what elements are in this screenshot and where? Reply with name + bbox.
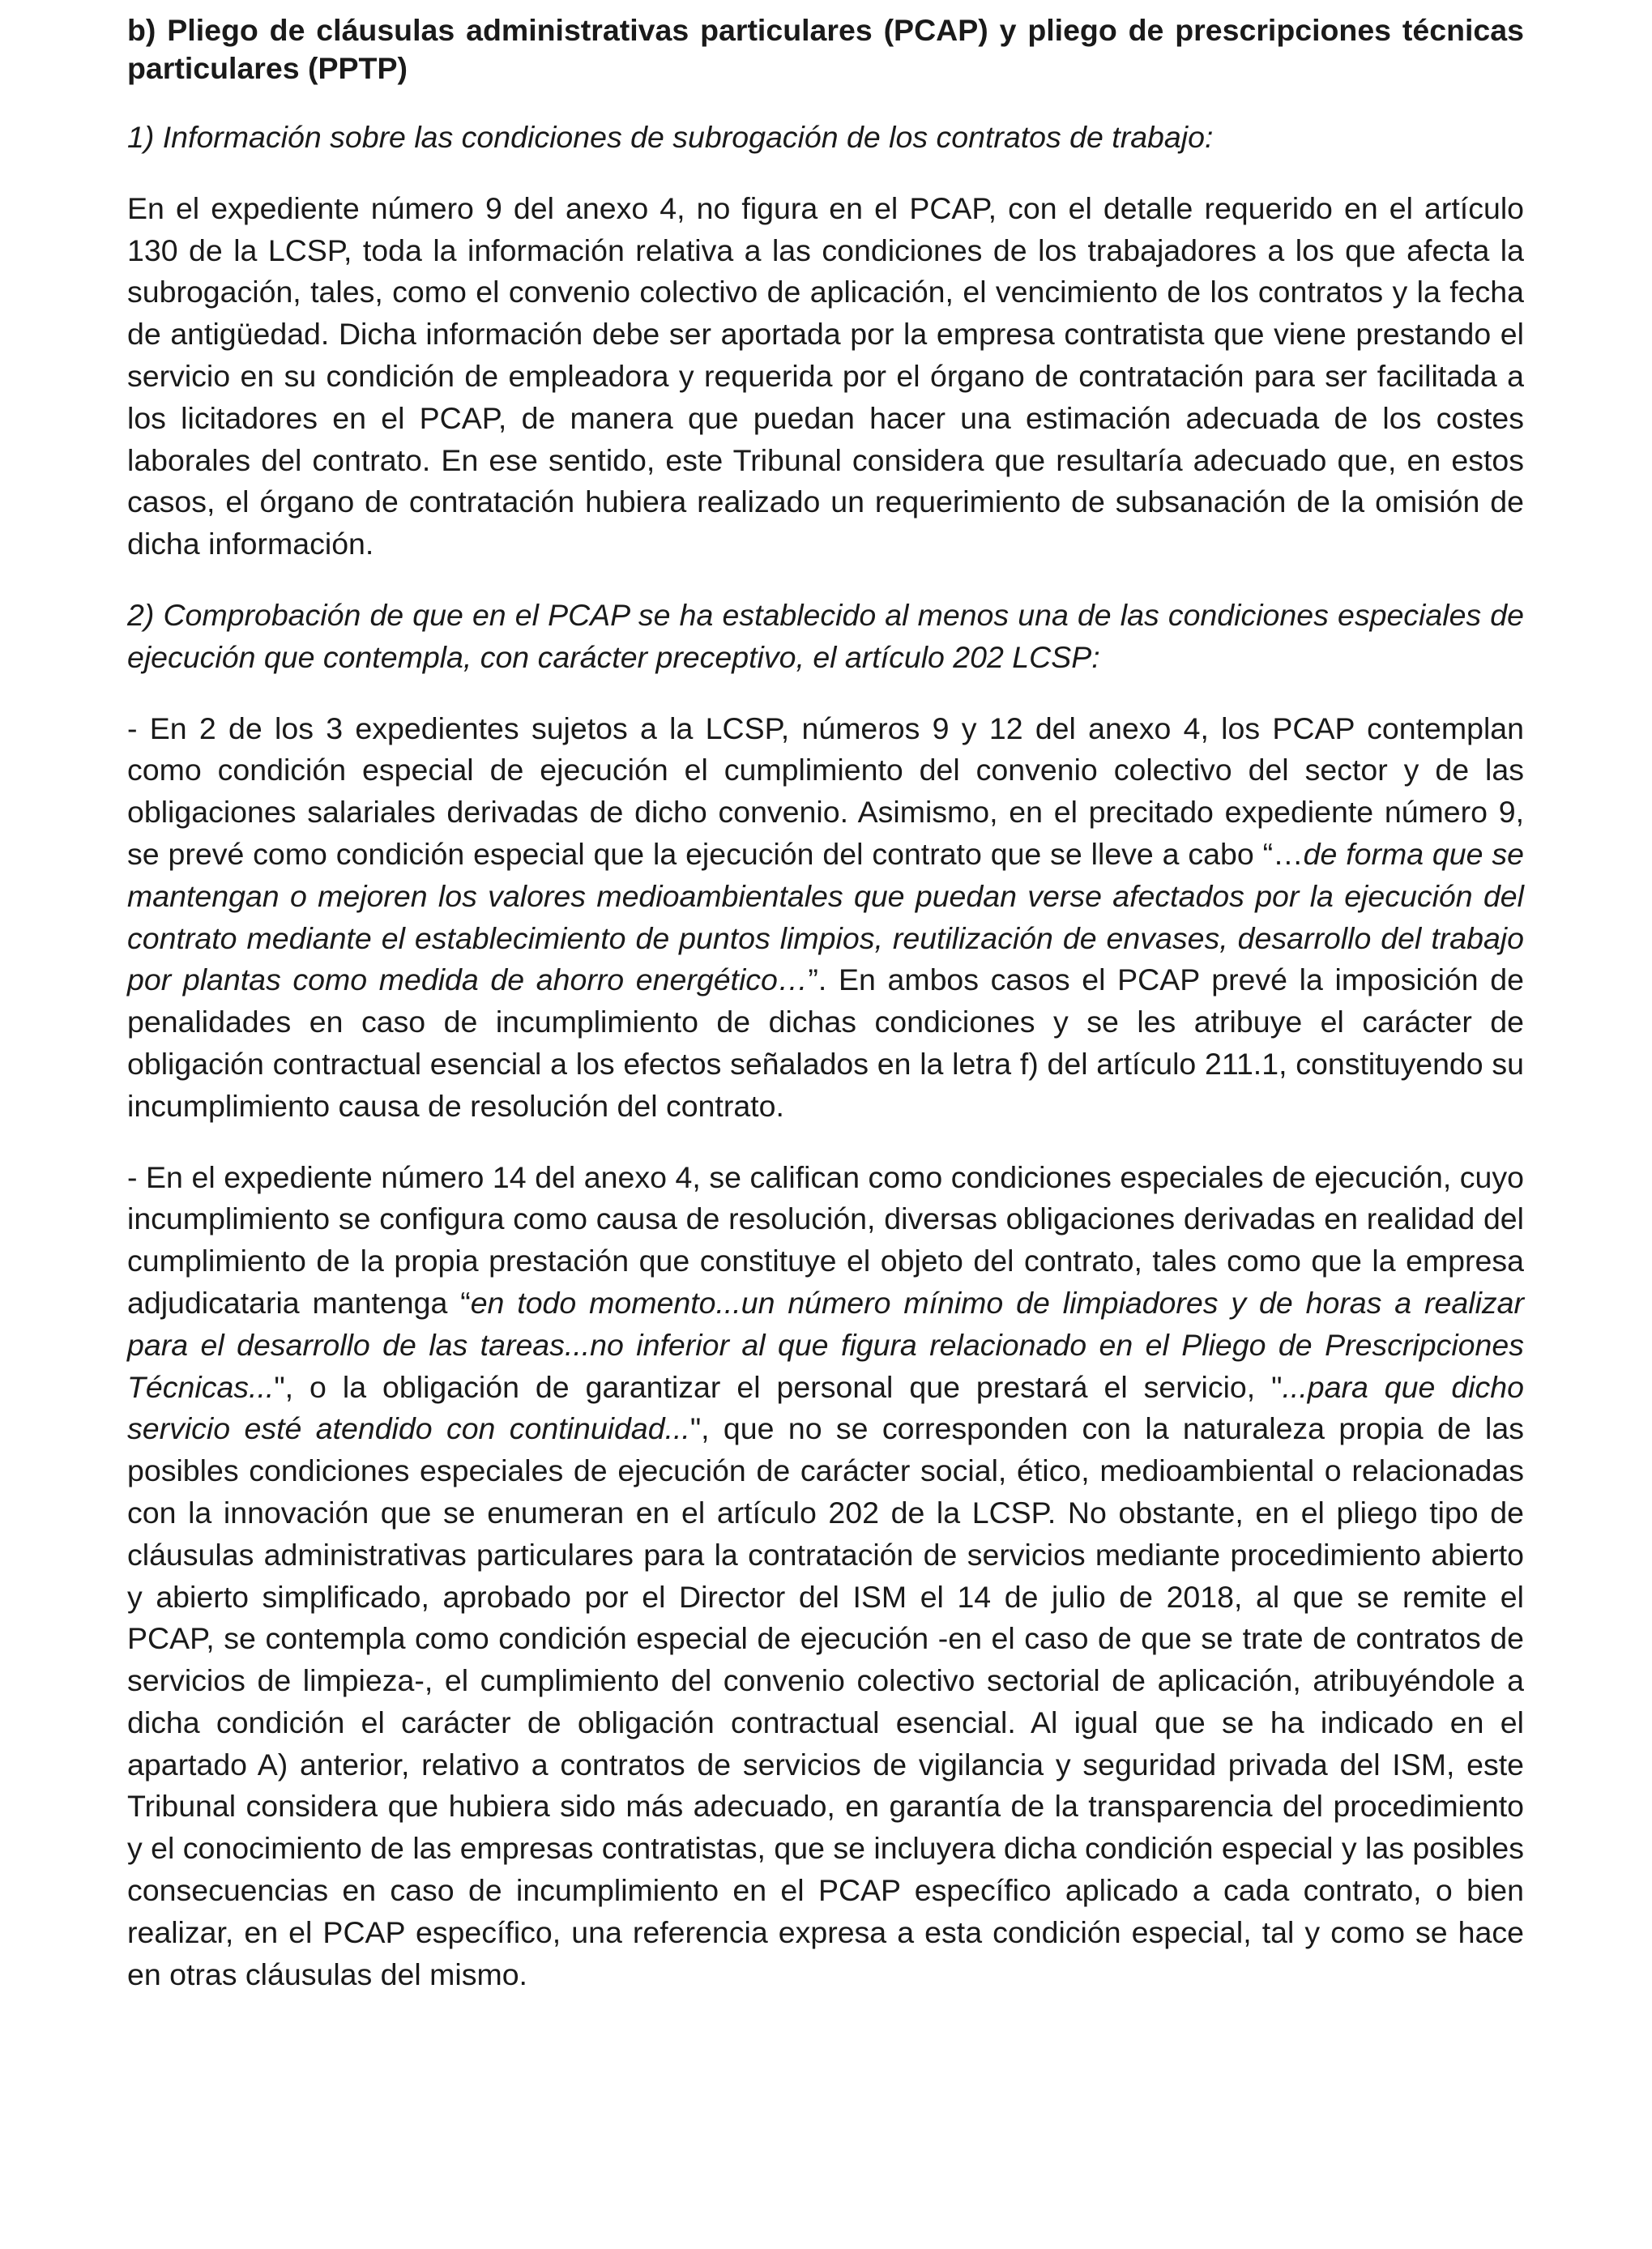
subsection-title-1: 1) Información sobre las condiciones de subrogación de los contratos de trabajo: [127, 120, 1214, 154]
paragraph-expedientes-9-12 [127, 708, 1524, 1128]
paragraph-expediente-14 [127, 1157, 1524, 1996]
text-run: - En el expediente número 14 del anexo 4, se califican como condiciones especiales de ejecución, cuyo incumplimiento se configura como causa de resolución, diversas obligaciones derivadas en realidad del cumplimiento de la propia prestación que constituye el objeto del contrato, tales como que la empresa adjudicataria mantenga “ [127, 1159, 1524, 1320]
paragraph-subrogacion: En el expediente número 9 del anexo 4, no figura en el PCAP, con el detalle requerido en el artículo 130 de la LCSP, toda la información relativa a las condiciones de los trabajadores a los que afecta la subrogación, tales, como el convenio colectivo de aplicación, el vencimiento de los contratos y la fecha de antigüedad. Dicha información debe ser aportada por la empresa contratista que viene prestando el servicio en su condición de empleadora y requerida por el órgano de contratación para ser facilitada a los licitadores en el PCAP, de manera que puedan hacer una estimación adecuada de los costes laborales del contrato. En ese sentido, este Tribunal considera que resultaría adecuado que, en estos casos, el órgano de contratación hubiera realizado un requerimiento de subsanación de la omisión de dicha información. [127, 190, 1524, 561]
text-run: ”. En ambos casos el PCAP prevé la imposición de penalidades en caso de incumplimiento de dichas condiciones y se les atribuye el carácter de obligación contractual esencial a los efectos señalados en la letra f) del artículo 211.1, constituyendo su incumplimiento causa de resolución del contrato. [127, 962, 1525, 1123]
text-run: ", que no se corresponden con la naturaleza propia de las posibles condiciones especiales de ejecución de carácter social, ético, medioambiental o relacionadas con la innovación que se enumeran en el artículo 202 de la LCSP. No obstante, en el pliego tipo de cláusulas administrativas particulares para la contratación de servicios mediante procedimiento abierto y abierto simplificado, aprobado por el Director del ISM el 14 de julio de 2018, al que se remite el PCAP, se contempla como condición especial de ejecución -en el caso de que se trate de contratos de servicios de limpieza-, el cumplimiento del convenio colectivo sectorial de aplicación, atribuyéndole a dicha condición el carácter de obligación contractual esencial. Al igual que se ha indicado en el apartado A) anterior, relativo a contratos de servicios de vigilancia y seguridad privada del ISM, este Tribunal considera que hubiera sido más adecuado, en garantía de la transparencia del procedimiento y el conocimiento de las empresas contratistas, que se incluyera dicha condición especial y las posibles consecuencias en caso de incumplimiento en el PCAP específico aplicado a cada contrato, o bien realizar, en el PCAP específico, una referencia expresa a esta condición especial, tal y como se hace en otras cláusulas del mismo. [127, 1411, 1524, 1991]
text-run: ", o la obligación de garantizar el personal que prestará el servicio, " [274, 1369, 1283, 1404]
text-run: - En 2 de los 3 expedientes sujetos a la LCSP, números 9 y 12 del anexo 4, los PCAP contemplan como condición especial de ejecución el cumplimiento del convenio colectivo del sector y de las obligaciones salariales derivadas de dicho convenio. Asimismo, en el precitado expediente número 9, se prevé como condición especial que la ejecución del contrato que se lleve a cabo “… [127, 711, 1524, 871]
subsection-title-2: 2) Comprobación de que en el PCAP se ha establecido al menos una de las condiciones especiales de ejecución que contempla, con carácter preceptivo, el artículo 202 LCSP: [127, 597, 1524, 674]
quote-text: en todo momento...un número mínimo de limpiadores y de horas a realizar para el desarrollo de las tareas...no inferior al que figura relacionado en el Pliego de Prescripciones Técnicas... [127, 1285, 1524, 1404]
document-page [127, 11, 1524, 1995]
section-heading: b) Pliego de cláusulas administrativas particulares (PCAP) y pliego de prescripciones técnicas particulares (PPTP) [127, 13, 1524, 85]
quote-text: de forma que se mantengan o mejoren los valores medioambientales que puedan verse afectados por la ejecución del contrato mediante el establecimiento de puntos limpios, reutilización de envases, desarrollo del trabajo por plantas como medida de ahorro energético… [127, 836, 1524, 997]
quote-text: ...para que dicho servicio esté atendido con continuidad... [127, 1369, 1524, 1446]
